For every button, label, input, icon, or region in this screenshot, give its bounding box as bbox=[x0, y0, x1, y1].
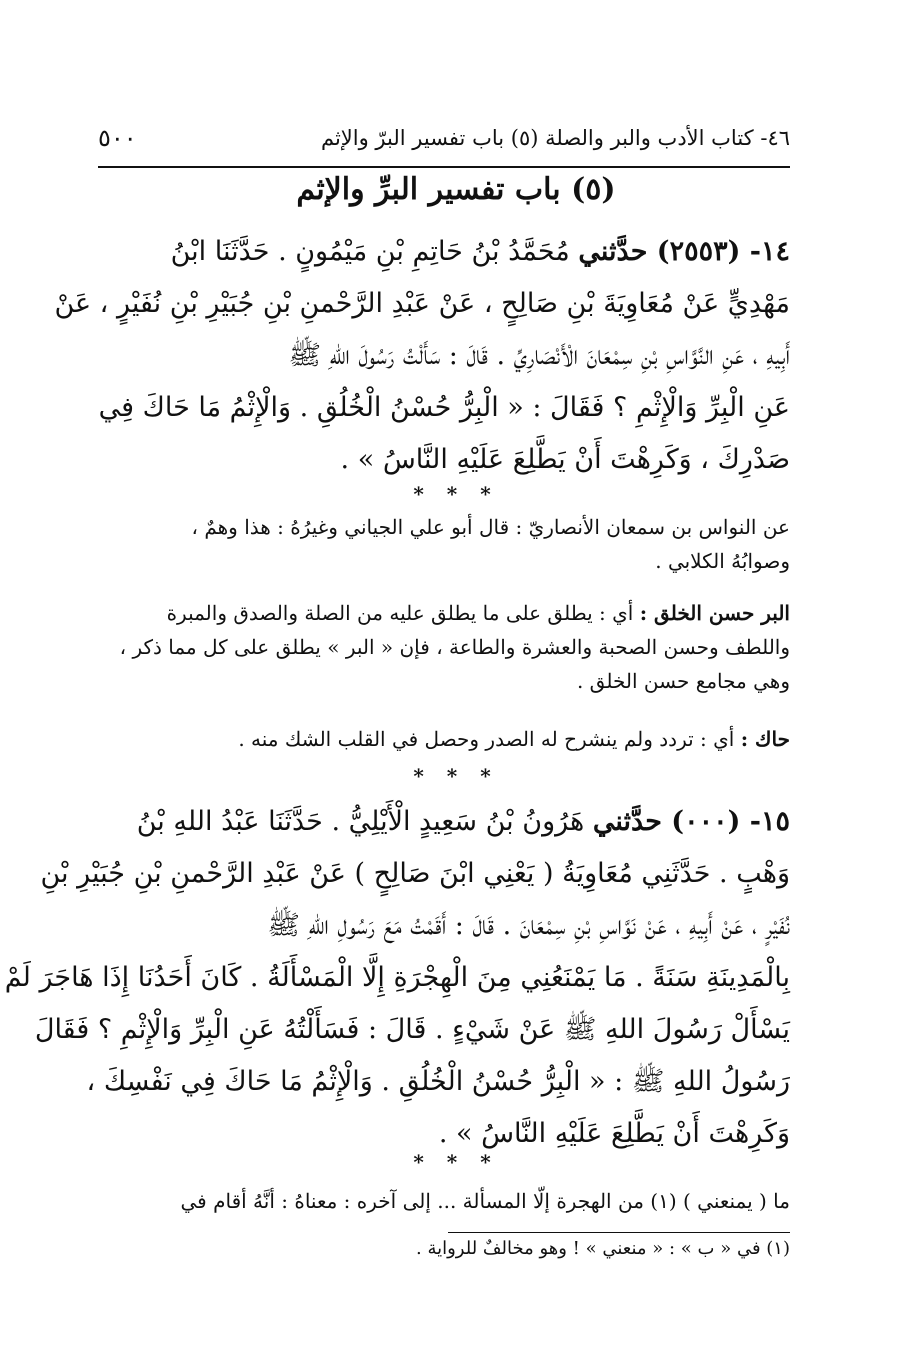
footnote: (١) في « ب » : « منعني » ! وهو مخالفٌ للرواية . bbox=[416, 1238, 790, 1259]
note-text: أي : يطلق على ما يطلق عليه من الصلة والصدق والمبرة bbox=[166, 601, 634, 625]
hadith-line: أَبِيهِ ، عَنِ النَّوَّاسِ بْنِ سِمْعَانَ الْأَنْصَارِيِّ . قَالَ : سَأَلْتُ رَسُولَ اللهِ ﷺ bbox=[288, 340, 790, 371]
commentary-hak bbox=[100, 722, 790, 756]
hadith-line: عَنِ الْبِرِّ وَالْإِثْمِ ؟ فَقَالَ : « الْبِرُّ حُسْنُ الْخُلُقِ . وَالْإِثْمُ مَا حَاكَ فِي bbox=[98, 392, 790, 423]
hadith-text: هَرُونُ بْنُ سَعِيدٍ الْأَيْلِيُّ . حَدَّثَنَا عَبْدُ اللهِ بْنُ bbox=[136, 806, 585, 837]
hadith-line bbox=[100, 796, 790, 848]
section-separator: * * * bbox=[413, 482, 499, 506]
hadith-line bbox=[100, 226, 790, 278]
section-separator: * * * bbox=[413, 764, 499, 788]
page-header bbox=[98, 118, 790, 168]
note-text: أي : تردد ولم ينشرح له الصدر وحصل في القلب الشك منه . bbox=[238, 727, 735, 751]
note-line: عن النواس بن سمعان الأنصاريّ : قال أبو علي الجياني وغيرُهُ : هذا وهمٌ ، bbox=[191, 515, 790, 539]
running-title: ٤٦- كتاب الأدب والبر والصلة (٥) باب تفسير البرّ والإثم bbox=[320, 126, 790, 150]
commentary-birr bbox=[100, 596, 790, 698]
section-separator: * * * bbox=[413, 1150, 499, 1174]
note-line: ما ( يمنعني ) (١) من الهجرة إلّا المسألة ... إلى آخره : معناهُ : أنَّهُ أقام في bbox=[180, 1189, 790, 1213]
note-line: واللطف وحسن الصحبة والعشرة والطاعة ، فإن « البر » يطلق على كل مما ذكر ، bbox=[119, 635, 790, 659]
hadith-number: ١٤- (٢٥٥٣) حدَّثني bbox=[578, 236, 790, 267]
hadith-line: نُفَيْرٍ ، عَنْ أَبِيهِ ، عَنْ نَوَّاسِ بْنِ سِمْعَانَ . قَالَ : أَقَمْتُ مَعَ رَسُولِ اللهِ ﷺ bbox=[267, 910, 790, 941]
commentary-14 bbox=[100, 510, 790, 578]
footnote-divider bbox=[448, 1232, 790, 1233]
hadith-text: مُحَمَّدُ بْنُ حَاتِمِ بْنِ مَيْمُونٍ . حَدَّثَنَا ابْنُ bbox=[170, 236, 570, 267]
hadith-line: يَسْأَلْ رَسُولَ اللهِ ﷺ عَنْ شَيْءٍ . قَالَ : فَسَأَلْتُهُ عَنِ الْبِرِّ وَالْإِثْمِ ؟ فَقَالَ bbox=[34, 1014, 790, 1045]
note-line: وهي مجامع حسن الخلق . bbox=[576, 669, 790, 693]
hadith-number: ١٥- (٠٠٠) حدَّثني bbox=[592, 806, 790, 837]
hadith-line: وَكَرِهْتَ أَنْ يَطَّلِعَ عَلَيْهِ النَّاسُ » . bbox=[438, 1118, 790, 1149]
chapter-title: (٥) باب تفسير البرِّ والإثم bbox=[296, 172, 616, 207]
hadith-line: وَهْبٍ . حَدَّثَنِي مُعَاوِيَةُ ( يَعْنِي ابْنَ صَالِحٍ ) عَنْ عَبْدِ الرَّحْمنِ بْنِ جُبَيْرِ بْنِ bbox=[40, 858, 790, 889]
note-line: وصوابُهُ الكلابي . bbox=[655, 549, 790, 573]
note-line bbox=[100, 722, 790, 756]
note-term: البر حسن الخلق : bbox=[639, 601, 790, 625]
hadith-line: رَسُولُ اللهِ ﷺ : « الْبِرُّ حُسْنُ الْخُلُقِ . وَالْإِثْمُ مَا حَاكَ فِي نَفْسِكَ ، bbox=[86, 1066, 790, 1097]
hadith-15 bbox=[4, 796, 790, 1160]
hadith-line: مَهْدِيٍّ عَنْ مُعَاوِيَةَ بْنِ صَالِحٍ ، عَنْ عَبْدِ الرَّحْمنِ بْنِ جُبَيْرِ بْنِ نُفَيْرٍ ، عَنْ bbox=[54, 288, 790, 319]
hadith-14 bbox=[54, 226, 790, 486]
hadith-line: صَدْرِكَ ، وَكَرِهْتَ أَنْ يَطَّلِعَ عَلَيْهِ النَّاسُ » . bbox=[340, 444, 790, 475]
commentary-15 bbox=[100, 1184, 790, 1218]
note-line bbox=[100, 596, 790, 630]
note-term: حاك : bbox=[740, 727, 790, 751]
page-number: ٥٠٠ bbox=[98, 124, 137, 152]
hadith-line: بِالْمَدِينَةِ سَنَةً . مَا يَمْنَعُنِي مِنَ الْهِجْرَةِ إِلَّا الْمَسْأَلَةُ . كَانَ أَحَدُنَا إِذَا هَاجَرَ لَمْ bbox=[4, 962, 790, 993]
